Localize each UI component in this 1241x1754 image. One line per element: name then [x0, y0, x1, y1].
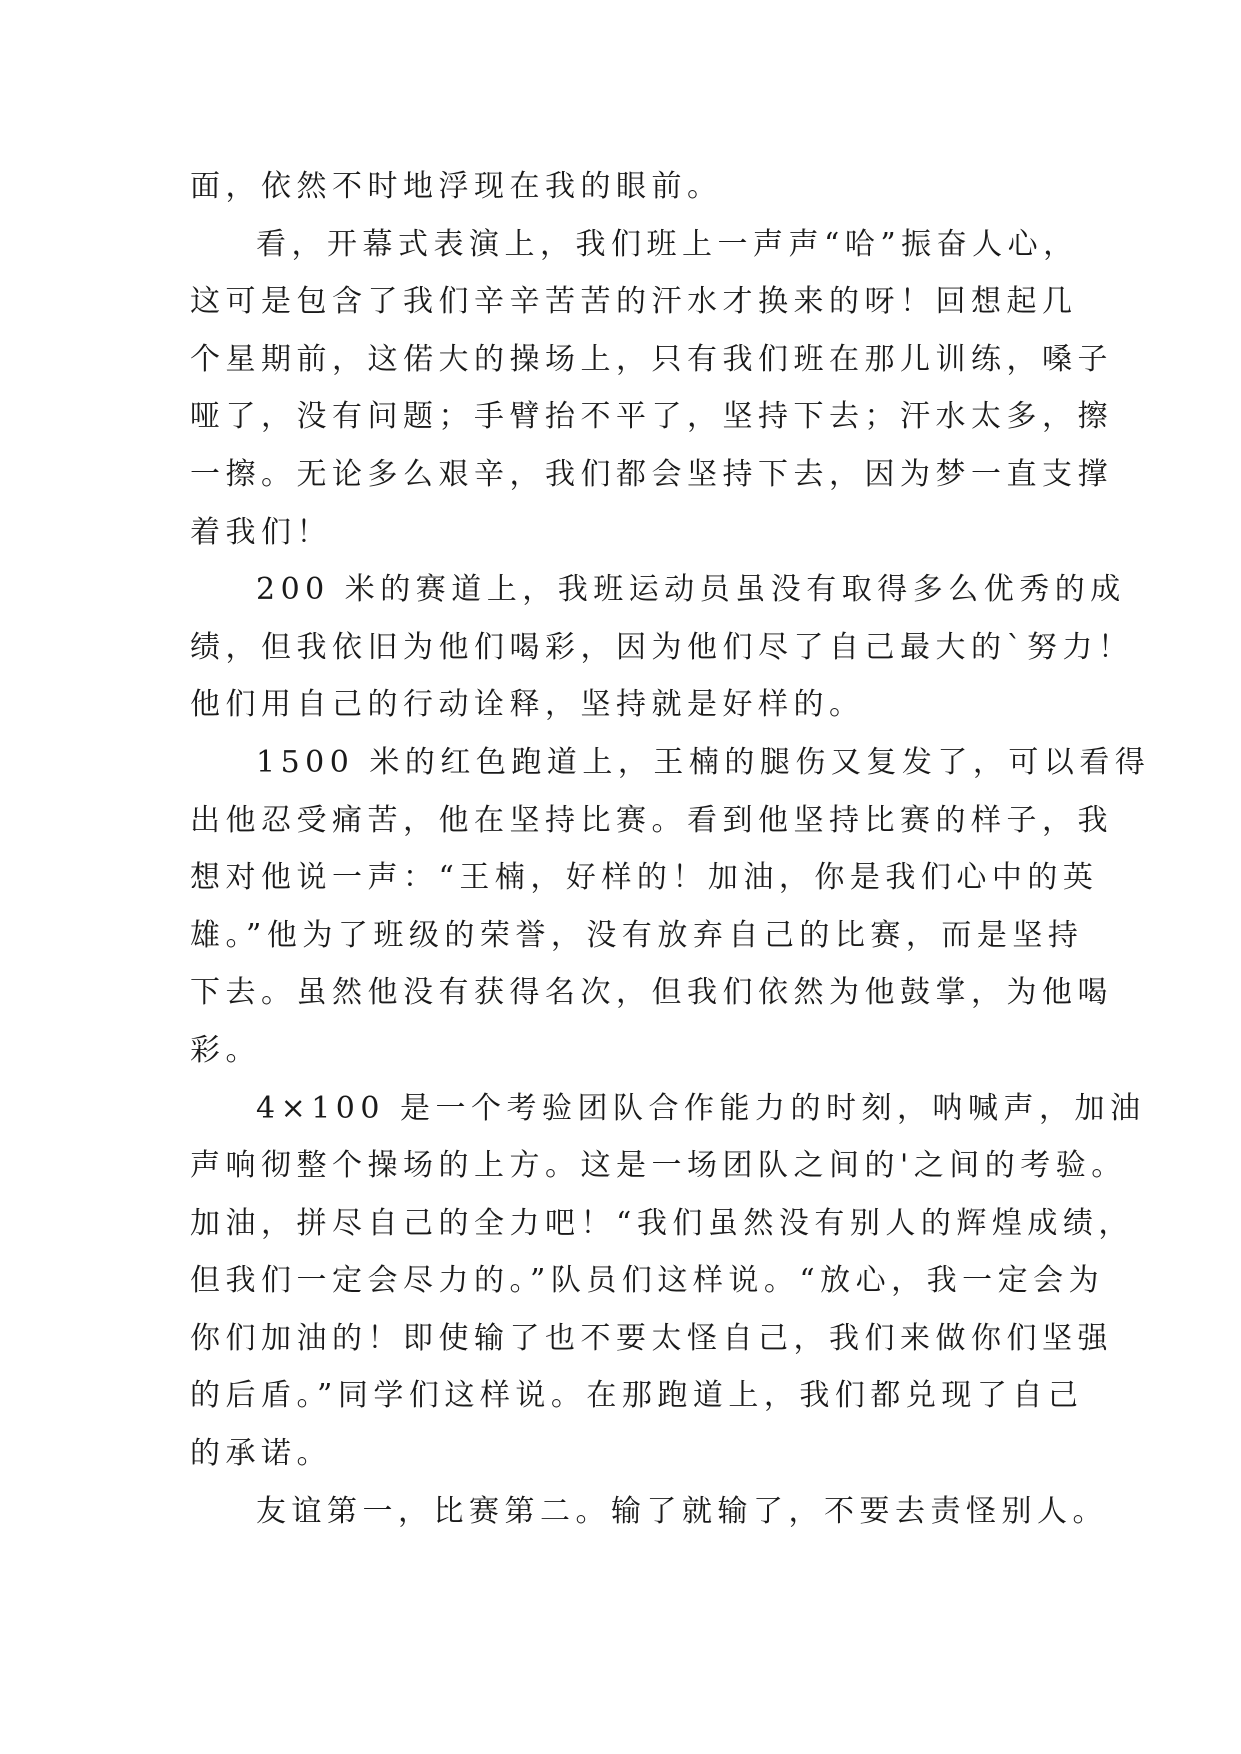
text-line: 看，开幕式表演上，我们班上一声声“哈”振奋人心，	[256, 226, 1079, 262]
text-line: 哑了，没有问题；手臂抬不平了，坚持下去；汗水太多，擦	[190, 399, 1113, 435]
text-line: 1500 米的红色跑道上，王楠的腿伤又复发了，可以看得	[256, 744, 1151, 780]
text-line: 彩。	[190, 1032, 261, 1068]
text-line: 着我们！	[190, 514, 332, 550]
text-line: 200 米的赛道上，我班运动员虽没有取得多么优秀的成	[256, 572, 1126, 608]
text-line: 但我们一定会尽力的。”队员们这样说。“放心，我一定会为	[190, 1263, 1105, 1299]
text-line: 面，依然不时地浮现在我的眼前。	[190, 169, 723, 204]
text-line: 他们用自己的行动诠释，坚持就是好样的。	[190, 687, 865, 723]
text-line: 绩，但我依旧为他们喝彩，因为他们尽了自己最大的`努力！	[190, 629, 1134, 665]
text-line: 的后盾。”同学们这样说。在那跑道上，我们都兑现了自己	[190, 1378, 1084, 1414]
body-text	[190, 158, 1151, 1540]
text-line: 加油，拼尽自己的全力吧！“我们虽然没有别人的辉煌成绩，	[190, 1205, 1134, 1241]
text-line: 的承诺。	[190, 1436, 332, 1472]
text-line: 雄。”他为了班级的荣誉，没有放弃自己的比赛，而是坚持	[190, 917, 1084, 953]
text-line: 个星期前，这偌大的操场上，只有我们班在那儿训练，嗓子	[190, 341, 1113, 377]
text-line: 这可是包含了我们辛辛苦苦的汗水才换来的呀！回想起几	[190, 284, 1078, 320]
text-line: 4×100 是一个考验团队合作能力的时刻，呐喊声，加油	[256, 1090, 1146, 1126]
text-line: 你们加油的！即使输了也不要太怪自己，我们来做你们坚强	[190, 1320, 1113, 1356]
text-line: 下去。虽然他没有获得名次，但我们依然为他鼓掌，为他喝	[190, 975, 1113, 1011]
text-line: 想对他说一声：“王楠，好样的！加油，你是我们心中的英	[190, 860, 1099, 896]
text-line: 友谊第一，比赛第二。输了就输了，不要去责怪别人。	[256, 1493, 1108, 1529]
text-line: 出他忍受痛苦，他在坚持比赛。看到他坚持比赛的样子，我	[190, 802, 1113, 838]
text-line: 声响彻整个操场的上方。这是一场团队之间的'之间的考验。	[190, 1148, 1127, 1184]
text-line: 一擦。无论多么艰辛，我们都会坚持下去，因为梦一直支撑	[190, 456, 1113, 492]
